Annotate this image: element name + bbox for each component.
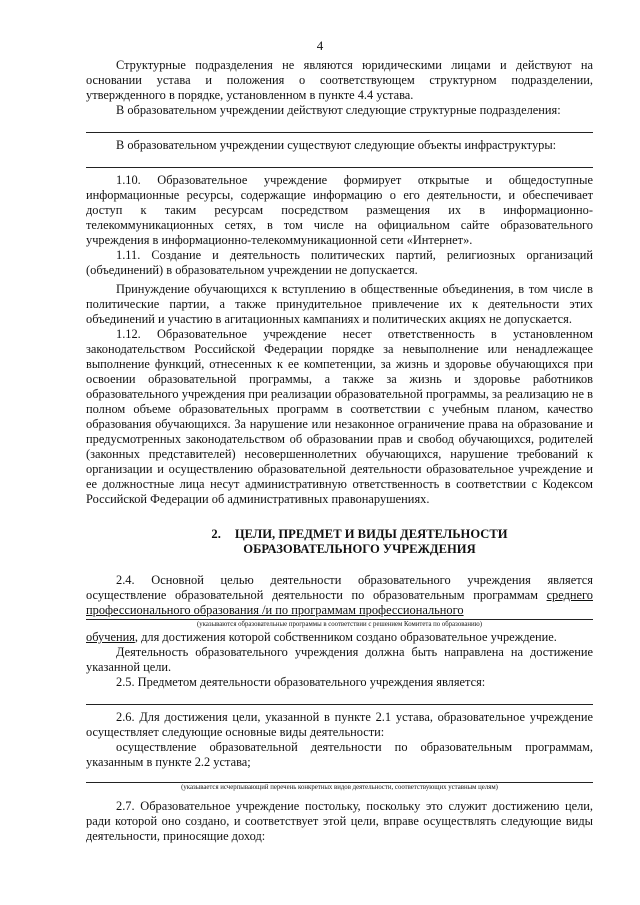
clause-2-4-programs-end: обучения [86,630,135,644]
paragraph-structural-units-list: В образовательном учреждении действуют следующие структурные подразделения: [116,103,561,117]
clause-2-4-text: 2.4. Основной целью деятельности образовательного учреждения является осуществление образовательной деятельности по образовательным программам [86,573,593,602]
paragraph-structural-units: Структурные подразделения не являются юридическими лицами и действуют на основании устава и положения о соответствующем структурном подразделении, утвержденного в порядке, установленном в пункте 4.4 устава. [86,58,593,102]
clause-1-11: 1.11. Создание и деятельность политических партий, религиозных организаций (объединений) в образовательном учреждении не допускается. [86,248,593,277]
clause-2-6: 2.6. Для достижения цели, указанной в пункте 2.1 устава, образовательное учреждение осуществляет следующие основные виды деятельности: [86,710,593,739]
note-activities: (указывается исчерпывающий перечень конкретных видов деятельности, соответствующих уставным целям) [181,784,498,791]
clause-2-4-end: , для достижения которой собственником создано образовательное учреждение. [134,630,557,644]
clause-1-10: 1.10. Образовательное учреждение формирует открытые и общедоступные информационные ресурсы, содержащие информацию о его деятельности, и обеспечивает доступ к таким ресурсам посредством размещения их в информационно-телекоммуникационных сетях, в том числе на официальном сайте образовательного учреждения в информационно-телекоммуникационной сети «Интернет». [86,173,593,247]
paragraph-direction: Деятельность образовательного учреждения должна быть направлена на достижение указанной цели. [86,645,593,674]
section-title-line-2: ОБРАЗОВАТЕЛЬНОГО УЧРЕЖДЕНИЯ [243,542,476,556]
paragraph-coercion: Принуждение обучающихся к вступлению в общественные объединения, в том числе в политические партии, а также принудительное привлечение их к деятельности этих объединений и участию в агитационных кампаниях и политических акциях не допускается. [86,282,593,326]
paragraph-infrastructure: В образовательном учреждении существуют следующие объекты инфраструктуры: [116,138,557,152]
clause-1-12: 1.12. Образовательное учреждение несет ответственность в установленном законодательством Российской Федерации порядке за невыполнение или ненадлежащее выполнение функций, отнесенных к ее компетенции, за жизнь и здоровье обучающихся при освоении образовательной программы, а также за жизнь и здоровье работников образовательного учреждения при реализации образовательной программы, за реализацию не в полном объеме образовательных программ в соответствии с учебным планом, качество образования обучающихся. За нарушение или незаконное ограничение права на образование и предусмотренных законодательством об образовании прав и свобод обучающихся, родителей (законных представителей) несовершеннолетних обучающихся, нарушение требований к организации и осуществлению образовательной деятельности образовательное учреждение и ее должностные лица несут административную ответственность в соответствии с Кодексом Российской Федерации об административных правонарушениях. [86,327,593,506]
page-number: 4 [316,38,324,53]
clause-2-4-continuation [86,630,593,645]
blank-line-subject [86,692,593,705]
blank-line-activities [86,772,593,783]
section-title-line-1: ЦЕЛИ, ПРЕДМЕТ И ВИДЫ ДЕЯТЕЛЬНОСТИ [234,527,508,541]
clause-2-4-programs: среднего профессионального образования /и по программам профессионального [86,588,593,617]
blank-line-infrastructure [86,155,593,168]
clause-2-4 [86,573,593,618]
clause-2-7: 2.7. Образовательное учреждение постольку, поскольку это служит достижению цели, ради которой оно создано, и соответствует этой цели, вправе осуществлять следующие виды деятельности, приносящие доход: [86,799,593,843]
section-2-heading [86,527,593,557]
clause-2-5: 2.5. Предметом деятельности образовательного учреждения является: [116,675,486,689]
page-content [86,58,593,844]
section-number: 2. [211,527,221,541]
note-programs: (указываются образовательные программы в соответствии с решением Комитета по образованию) [86,619,593,629]
blank-line-units [86,120,593,133]
clause-2-6-activity: осуществление образовательной деятельности по образовательным программам, указанным в пункте 2.2 устава; [86,740,593,769]
